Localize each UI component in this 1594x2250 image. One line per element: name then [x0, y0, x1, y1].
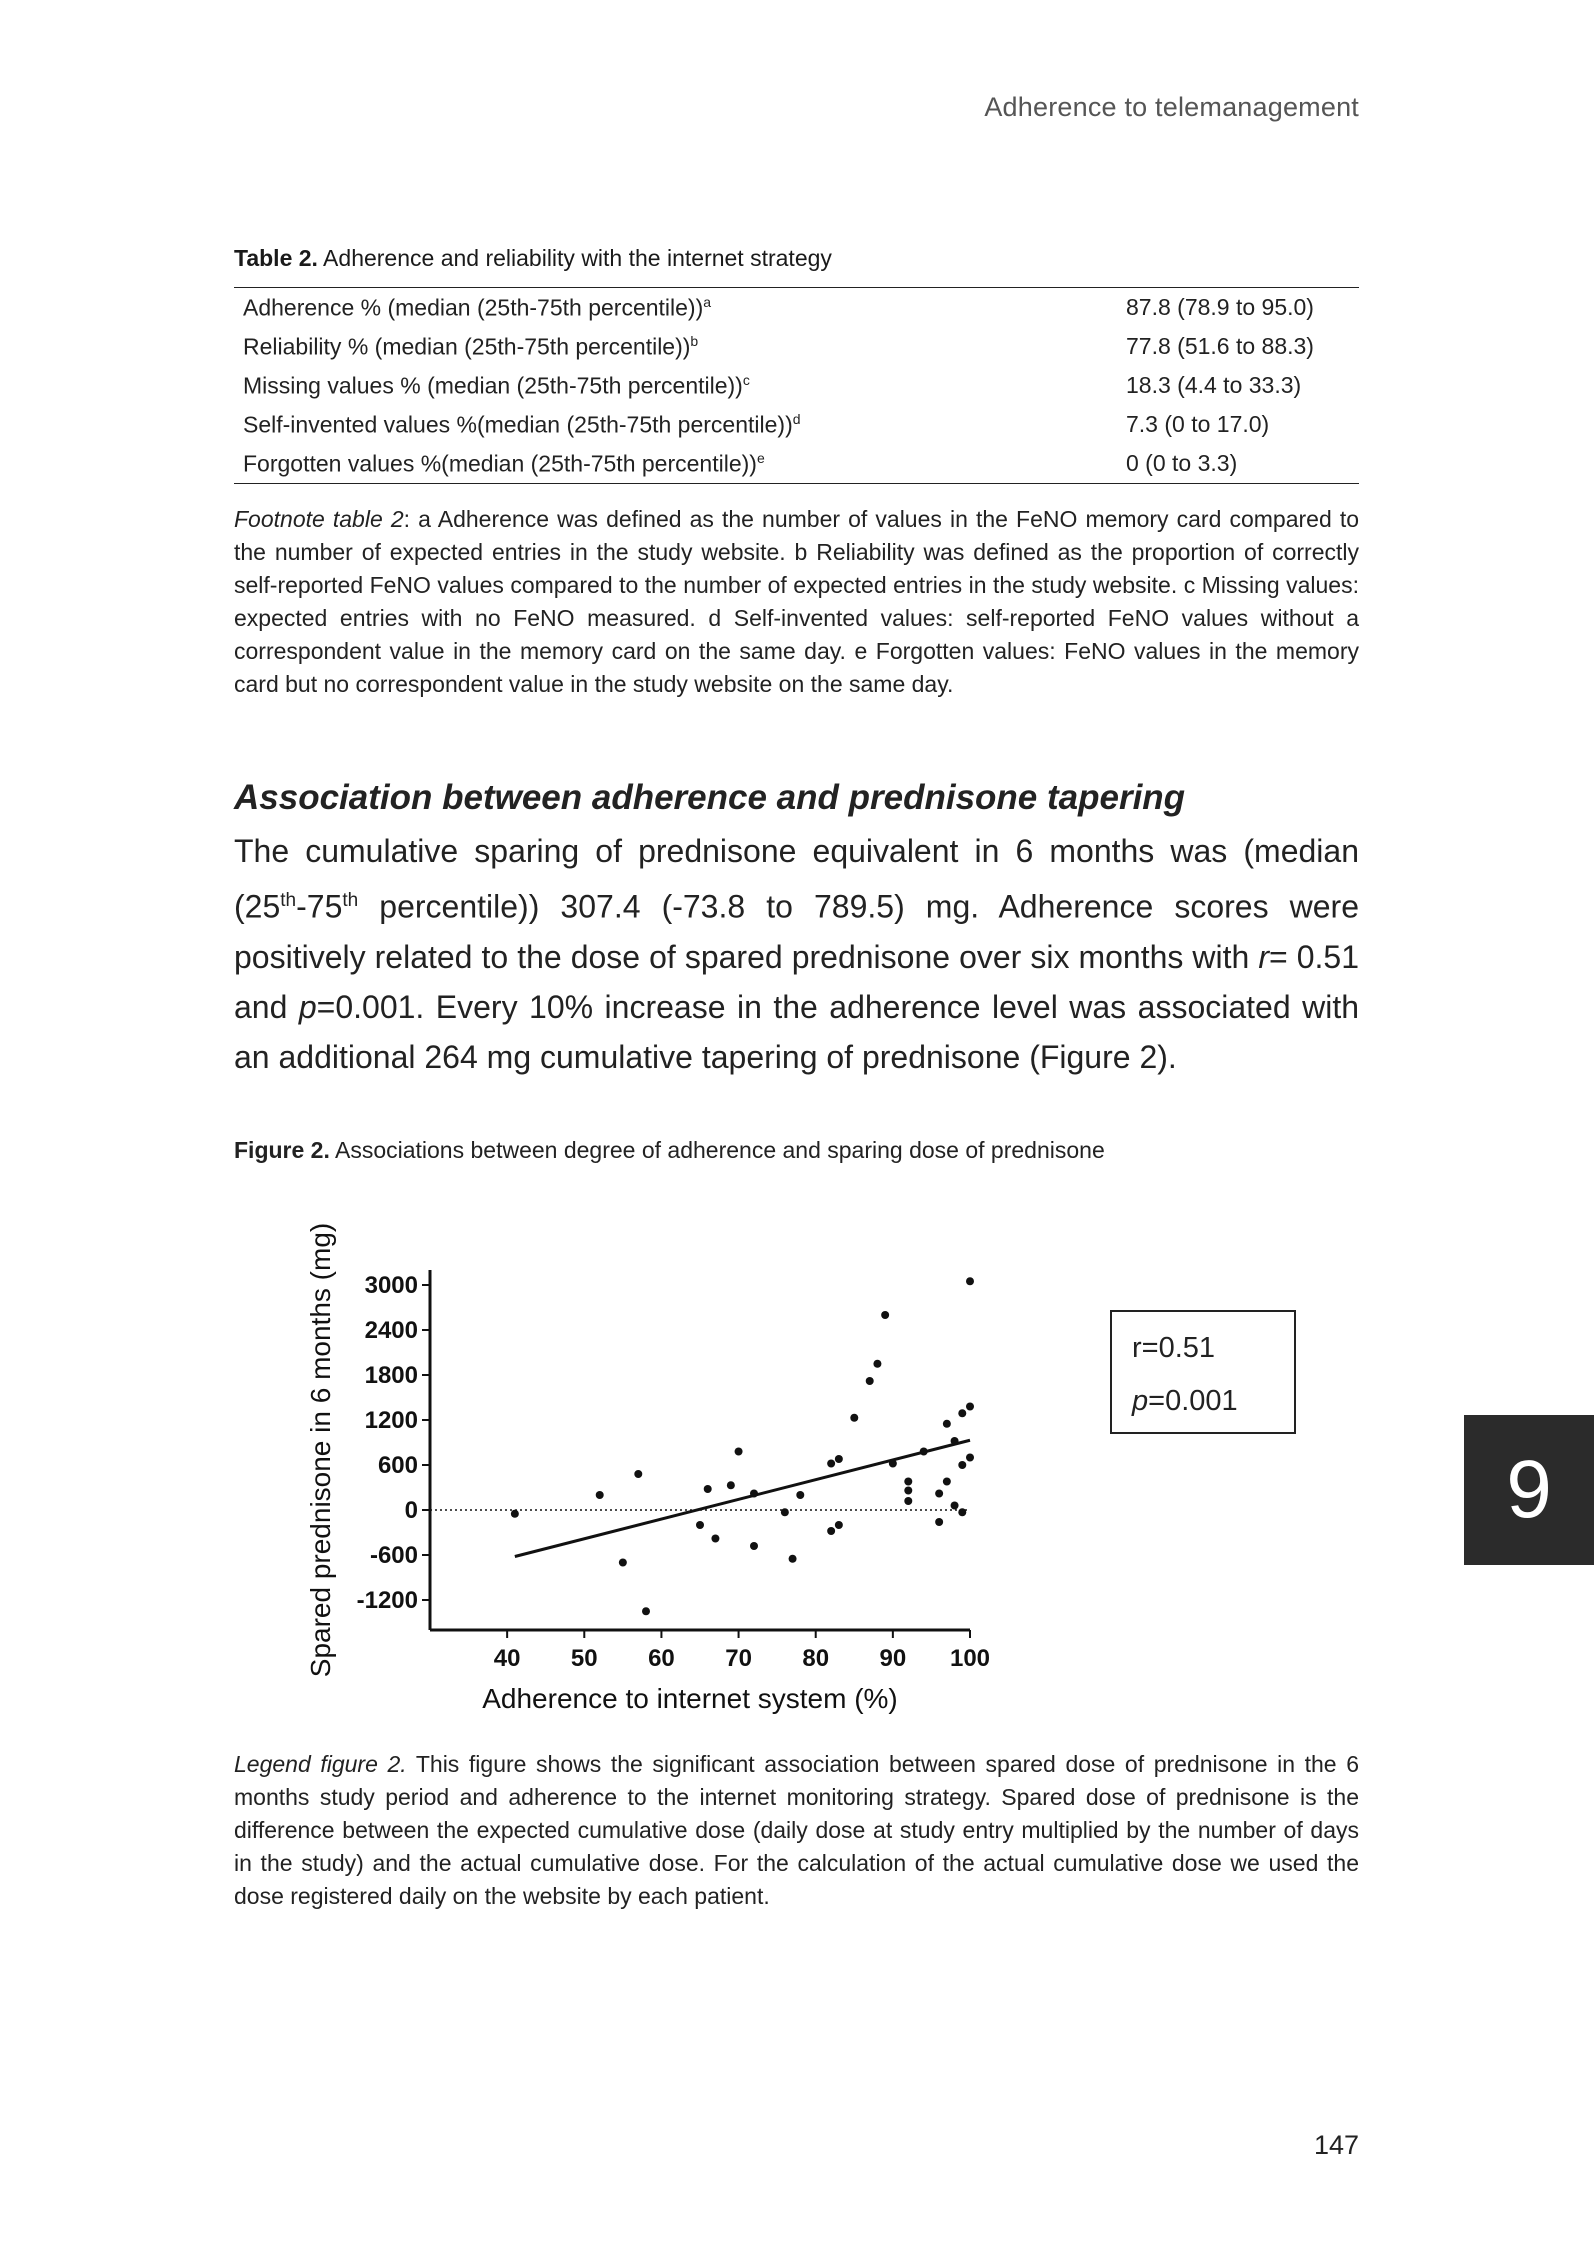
data-point [966, 1454, 974, 1462]
data-point [881, 1311, 889, 1319]
page-number: 147 [1313, 2130, 1359, 2160]
data-point [850, 1414, 858, 1422]
section-heading: Association between adherence and prednisone tapering [234, 778, 1186, 817]
scatter-plot [290, 1200, 1030, 1720]
data-point [943, 1478, 951, 1486]
figure-caption-text: Associations between degree of adherence and sparing dose of prednisone [329, 1137, 1105, 1163]
data-point [835, 1455, 843, 1463]
statistics-box [1110, 1310, 1296, 1434]
x-tick-label: 80 [802, 1645, 830, 1672]
y-axis-label: Spared prednisone in 6 months (mg) [305, 1222, 336, 1678]
y-tick-label: 2400 [364, 1317, 418, 1344]
data-point [873, 1360, 881, 1368]
table-caption [234, 245, 832, 272]
stat-p: p=0.001 [1132, 1385, 1238, 1417]
table-cell-label: Adherence % (median (25th-75th percentile))$^a$ [243, 293, 712, 321]
data-point [904, 1487, 912, 1495]
y-tick-label: 3000 [364, 1272, 418, 1299]
table-cell-label: Self-invented values %(median (25th-75th percentile))$^d$ [243, 410, 801, 438]
figure-caption-label: Figure 2. [234, 1137, 330, 1163]
data-point [943, 1420, 951, 1428]
figure-caption [234, 1137, 1105, 1164]
x-tick-label: 50 [570, 1645, 598, 1672]
x-tick-label: 40 [493, 1645, 521, 1672]
data-point [704, 1485, 712, 1493]
y-tick-label: -600 [369, 1542, 418, 1569]
footnote-label: Footnote table 2 [234, 506, 404, 532]
y-tick-label: 600 [377, 1452, 418, 1479]
data-point [951, 1502, 959, 1510]
y-tick-label: 0 [404, 1497, 418, 1524]
table-cell-label: Reliability % (median (25th-75th percentile))$^b$ [243, 332, 699, 360]
data-point [904, 1497, 912, 1505]
table-row [234, 444, 1359, 484]
data-point [750, 1490, 758, 1498]
data-point [619, 1559, 627, 1567]
y-tick-label: -1200 [356, 1587, 418, 1614]
table-row [234, 327, 1359, 366]
data-point [511, 1510, 519, 1518]
table-caption-label: Table 2. [234, 245, 318, 271]
data-point [796, 1491, 804, 1499]
table-footnote [234, 503, 1359, 701]
data-point [866, 1377, 874, 1385]
table-cell-value: 0 (0 to 3.3) [1126, 450, 1238, 476]
data-point [789, 1555, 797, 1563]
table-row [234, 366, 1359, 405]
stat-r: r=0.51 [1132, 1332, 1216, 1364]
x-axis-label: Adherence to internet system (%) [482, 1683, 898, 1714]
x-tick-label: 100 [949, 1645, 991, 1672]
figure-legend [234, 1748, 1359, 1913]
table-cell-label: Forgotten values %(median (25th-75th percentile))$^e$ [243, 449, 765, 477]
running-header: Adherence to telemanagement [984, 92, 1359, 122]
data-point [827, 1460, 835, 1468]
data-point [935, 1518, 943, 1526]
chapter-tab: 9 [1464, 1415, 1594, 1565]
data-point [835, 1521, 843, 1529]
data-point [904, 1478, 912, 1486]
data-point [951, 1437, 959, 1445]
data-point [958, 1461, 966, 1469]
data-point [889, 1460, 897, 1468]
regression-line [515, 1440, 970, 1556]
y-tick-label: 1800 [364, 1362, 418, 1389]
data-point [642, 1607, 650, 1615]
adherence-table [234, 287, 1359, 484]
data-point [727, 1481, 735, 1489]
data-point [958, 1508, 966, 1516]
table-cell-value: 7.3 (0 to 17.0) [1126, 411, 1270, 437]
table-row [234, 405, 1359, 444]
data-point [920, 1448, 928, 1456]
data-point [781, 1508, 789, 1516]
data-point [966, 1277, 974, 1285]
x-tick-label: 90 [879, 1645, 907, 1672]
data-point [966, 1403, 974, 1411]
table-cell-label: Missing values % (median (25th-75th percentile))$^c$ [243, 371, 750, 399]
data-point [827, 1527, 835, 1535]
data-point [735, 1448, 743, 1456]
data-point [750, 1542, 758, 1550]
data-point [696, 1521, 704, 1529]
data-point [935, 1490, 943, 1498]
y-tick-label: 1200 [364, 1407, 418, 1434]
legend-label: Legend figure 2. [234, 1751, 407, 1777]
footnote-text: : a Adherence was defined as the number of values in the FeNO memory card compared to the number of expected entries in the study website. b Reliability was defined as the proportion of correctly self-reported FeNO values compared to the number of expected entries in the study website. c Missing values: expected entries with no FeNO measured. d Self-invented values: self-reported FeNO values without a correspondent value in the memory card on the same day. e Forgotten values: FeNO values in the memory card but no correspondent value in the study website on the same day. [234, 506, 1360, 697]
table-cell-value: 87.8 (78.9 to 95.0) [1126, 294, 1314, 320]
table-row [234, 288, 1359, 328]
x-tick-label: 60 [648, 1645, 675, 1672]
table-caption-text: Adherence and reliability with the internet strategy [317, 245, 832, 271]
x-tick-label: 70 [725, 1645, 752, 1672]
data-point [958, 1409, 966, 1417]
table-cell-value: 77.8 (51.6 to 88.3) [1126, 333, 1314, 359]
legend-text: This figure shows the significant association between spared dose of prednisone in the 6 months study period and adherence to the internet monitoring strategy. Spared dose of prednisone is the difference between the expected cumulative dose (daily dose at study entry multiplied by the number of days in the study) and the actual cumulative dose. For the calculation of the actual cumulative dose we used the dose registered daily on the website by each patient. [234, 1751, 1359, 1909]
data-point [711, 1535, 719, 1543]
table-cell-value: 18.3 (4.4 to 33.3) [1126, 372, 1302, 398]
body-paragraph: The cumulative sparing of prednisone equivalent in 6 months was (median (25th-75th percentile)) 307.4 (-73.8 to 789.5) mg. Adherence scores were positively related to the dose of spared prednisone over six months with r= 0.51 and p=0.001. Every 10% increase in the adherence level was associated with an additional 264 mg cumulative tapering of prednisone (Figure 2). [234, 833, 1360, 1075]
data-point [634, 1470, 642, 1478]
data-point [596, 1491, 604, 1499]
